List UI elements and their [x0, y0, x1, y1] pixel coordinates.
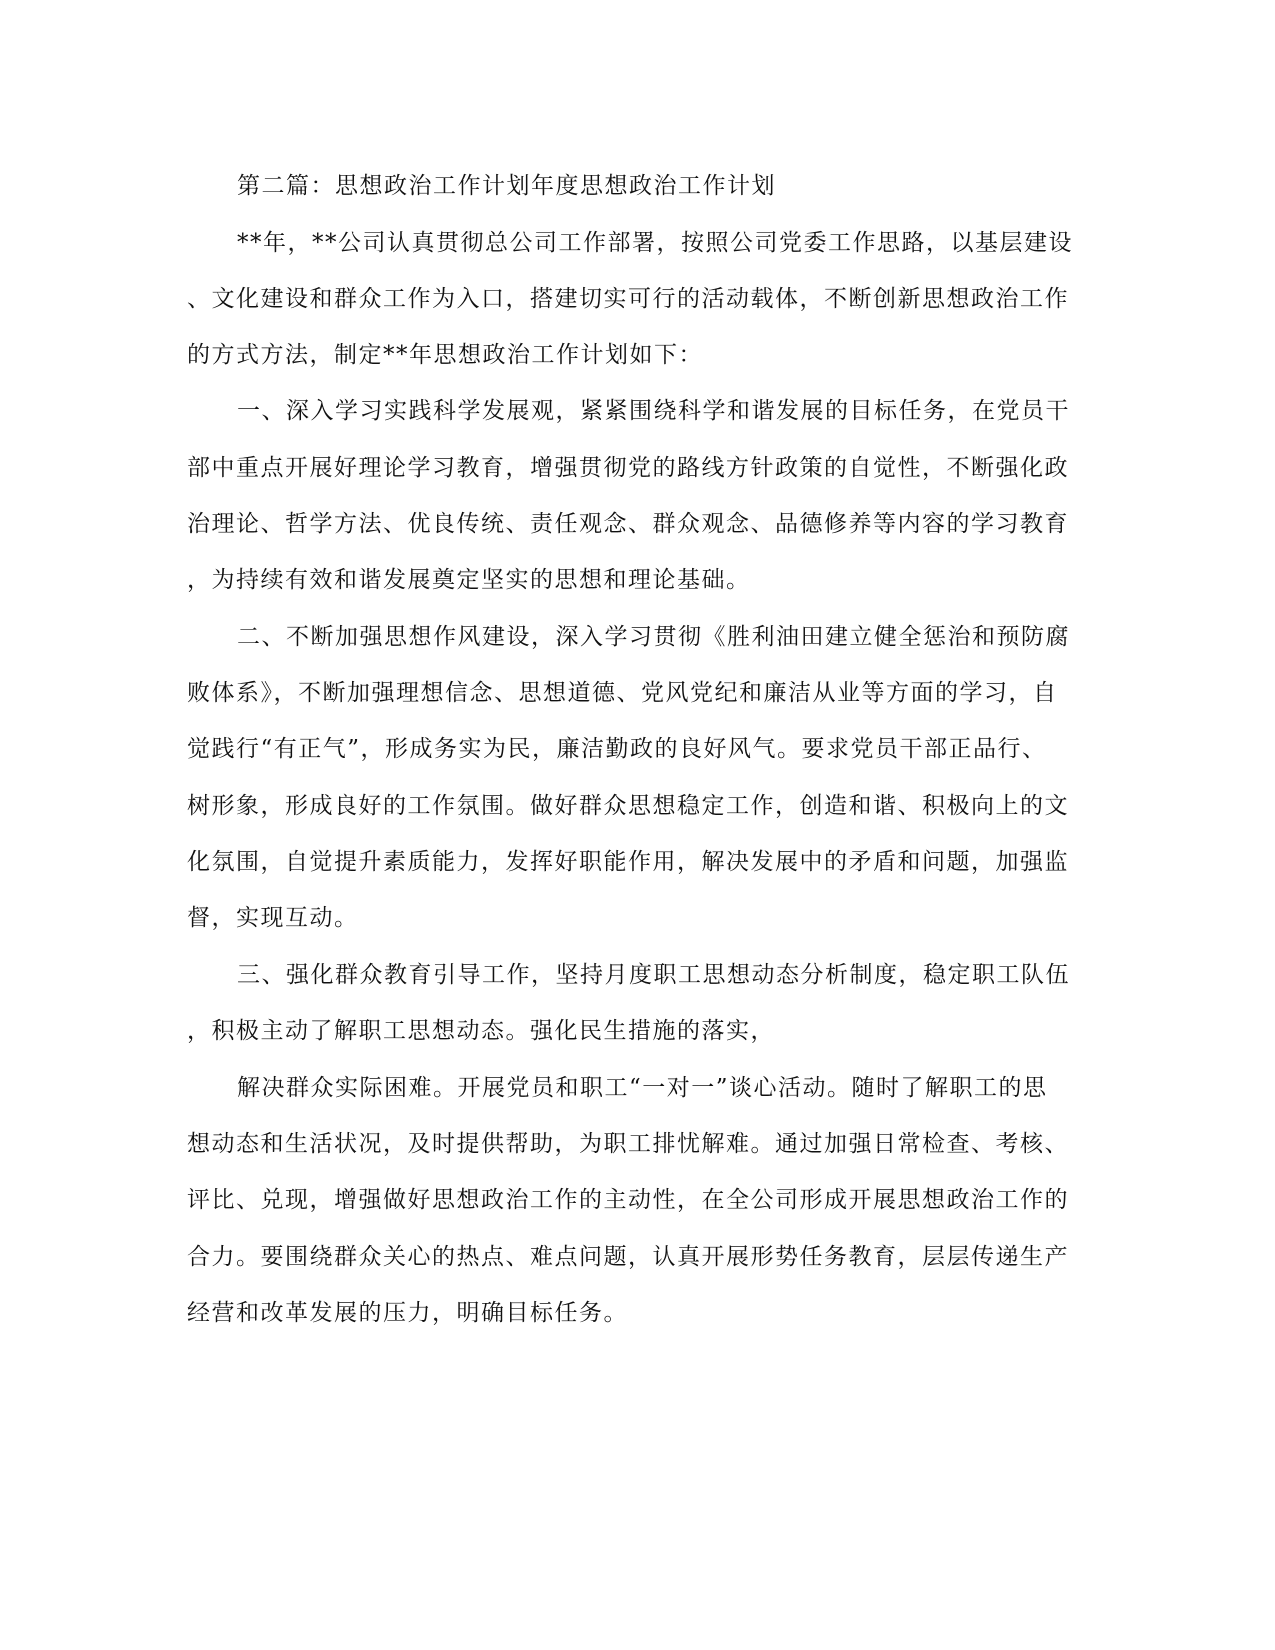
- paragraph-line: 、文化建设和群众工作为入口，搭建切实可行的活动载体，不断创新思想政治工作: [187, 286, 1069, 312]
- paragraph-line: 二、不断加强思想作风建设，深入学习贯彻《胜利油田建立健全惩治和预防腐: [237, 624, 1070, 650]
- paragraph-line: 督，实现互动。: [187, 905, 359, 931]
- paragraph-line: ，为持续有效和谐发展奠定坚实的思想和理论基础。: [187, 567, 751, 593]
- paragraph-line: 经营和改革发展的压力，明确目标任务。: [187, 1300, 628, 1326]
- paragraph-line: 解决群众实际困难。开展党员和职工“一对一”谈心活动。随时了解职工的思: [237, 1075, 1048, 1101]
- paragraph-line: 化氛围，自觉提升素质能力，发挥好职能作用，解决发展中的矛盾和问题，加强监: [187, 849, 1069, 875]
- paragraph-line: 败体系》，不断加强理想信念、思想道德、党风党纪和廉洁从业等方面的学习，自: [187, 680, 1058, 706]
- paragraph-line: 一、深入学习实践科学发展观，紧紧围绕科学和谐发展的目标任务，在党员干: [237, 398, 1070, 424]
- paragraph-line: 部中重点开展好理论学习教育，增强贯彻党的路线方针政策的自觉性，不断强化政: [187, 455, 1069, 481]
- paragraph-line: 想动态和生活状况，及时提供帮助，为职工排忧解难。通过加强日常检查、考核、: [187, 1131, 1069, 1157]
- paragraph-line: 的方式方法，制定**年思想政治工作计划如下：: [187, 342, 703, 368]
- paragraph-line: 治理论、哲学方法、优良传统、责任观念、群众观念、品德修养等内容的学习教育: [187, 511, 1069, 537]
- paragraph-line: ，积极主动了解职工思想动态。强化民生措施的落实，: [187, 1018, 775, 1044]
- paragraph-line: 合力。要围绕群众关心的热点、难点问题，认真开展形势任务教育，层层传递生产: [187, 1244, 1069, 1270]
- paragraph-line: 评比、兑现，增强做好思想政治工作的主动性，在全公司形成开展思想政治工作的: [187, 1187, 1069, 1213]
- paragraph-line: 树形象，形成良好的工作氛围。做好群众思想稳定工作，创造和谐、积极向上的文: [187, 793, 1069, 819]
- paragraph-line: **年，**公司认真贯彻总公司工作部署，按照公司党委工作思路，以基层建设: [237, 230, 1073, 256]
- paragraph-line: 觉践行“有正气”，形成务实为民，廉洁勤政的良好风气。要求党员干部正品行、: [187, 736, 1047, 762]
- document-title: 第二篇：思想政治工作计划年度思想政治工作计划: [237, 173, 776, 199]
- paragraph-line: 三、强化群众教育引导工作，坚持月度职工思想动态分析制度，稳定职工队伍: [237, 962, 1070, 988]
